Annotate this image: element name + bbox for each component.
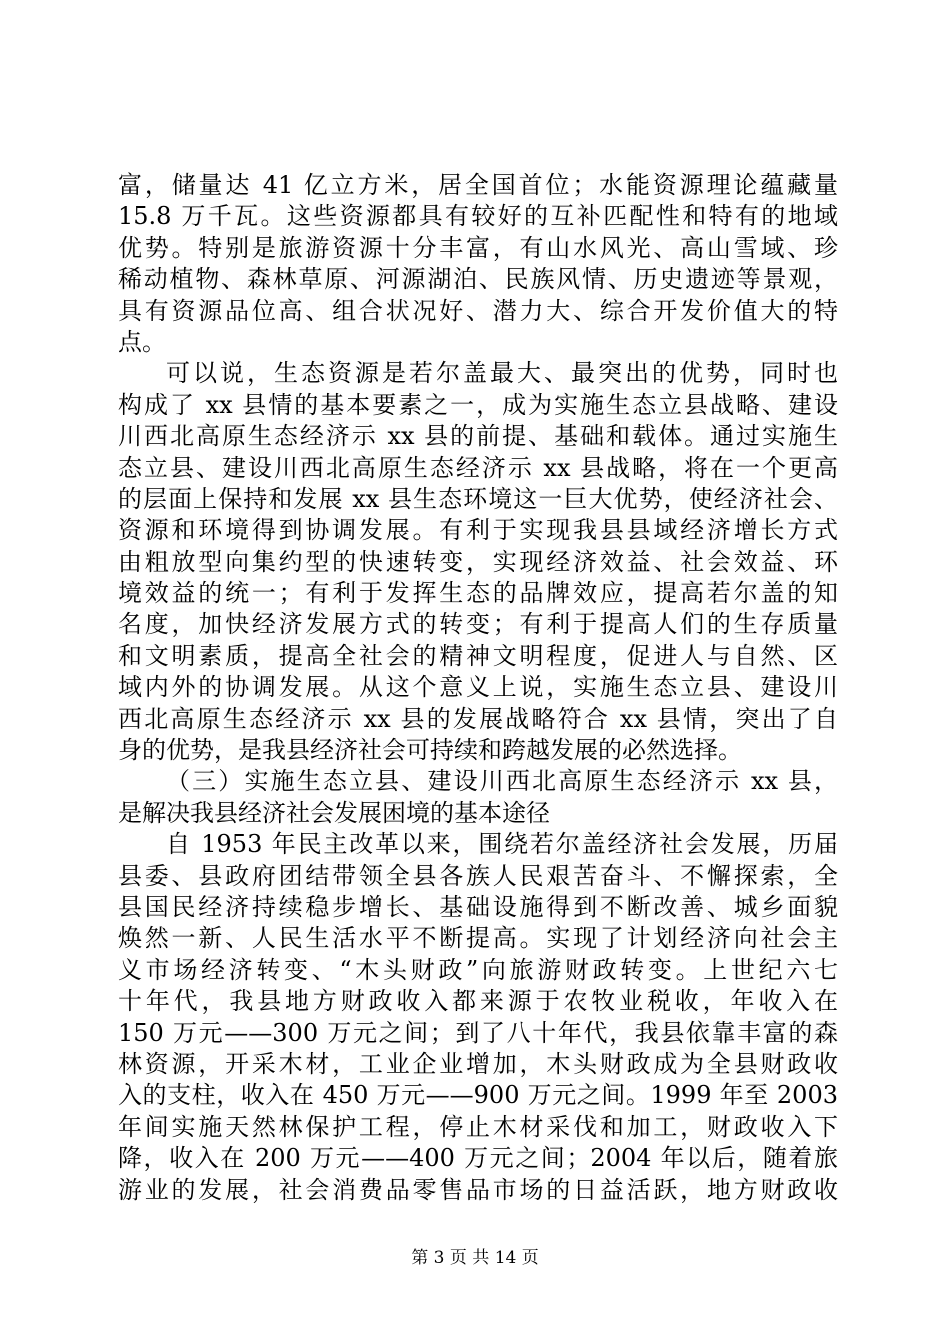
- text-line: 构成了 xx 县情的基本要素之一，成为实施生态立县战略、建设: [118, 390, 838, 419]
- text-line: 义市场经济转变、“木头财政”向旅游财政转变。上世纪六七: [118, 955, 838, 984]
- text-line: 县委、县政府团结带领全县各族人民艰苦奋斗、不懈探索，全: [118, 861, 838, 890]
- text-line: 稀动植物、森林草原、河源湖泊、民族风情、历史遗迹等景观，: [118, 265, 838, 294]
- text-line: 点。: [118, 327, 166, 356]
- text-line: 降，收入在 200 万元——400 万元之间；2004 年以后，随着旅: [118, 1144, 838, 1173]
- page-footer: 第 3 页 共 14 页: [411, 1248, 539, 1268]
- text-line: 西北高原生态经济示 xx 县的发展战略符合 xx 县情，突出了自: [118, 704, 838, 733]
- text-line: 资源和环境得到协调发展。有利于实现我县县域经济增长方式: [118, 516, 838, 545]
- text-line: 和文明素质，提高全社会的精神文明程度，促进人与自然、区: [118, 641, 838, 670]
- section-heading: 是解决我县经济社会发展困境的基本途径: [118, 798, 550, 827]
- document-body: [118, 170, 838, 1206]
- text-line: 十年代，我县地方财政收入都来源于农牧业税收，年收入在: [118, 987, 838, 1016]
- text-line: 身的优势，是我县经济社会可持续和跨越发展的必然选择。: [118, 736, 742, 765]
- text-line: 名度，加快经济发展方式的转变；有利于提高人们的生存质量: [118, 610, 838, 639]
- text-line: 具有资源品位高、组合状况好、潜力大、综合开发价值大的特: [118, 296, 838, 325]
- text-line: 林资源，开采木材，工业企业增加，木头财政成为全县财政收: [118, 1049, 838, 1078]
- section-heading: （三）实施生态立县、建设川西北高原生态经济示 xx 县，: [166, 767, 838, 796]
- text-line: 县国民经济持续稳步增长、基础设施得到不断改善、城乡面貌: [118, 892, 838, 921]
- paragraph-start: 可以说，生态资源是若尔盖最大、最突出的优势，同时也: [166, 359, 838, 388]
- text-line: 游业的发展，社会消费品零售品市场的日益活跃，地方财政收: [118, 1175, 838, 1204]
- text-line: 境效益的统一；有利于发挥生态的品牌效应，提高若尔盖的知: [118, 579, 838, 608]
- text-line: 优势。特别是旅游资源十分丰富，有山水风光、高山雪域、珍: [118, 233, 838, 262]
- text-line: 年间实施天然林保护工程，停止木材采伐和加工，财政收入下: [118, 1112, 838, 1141]
- paragraph-start: 自 1953 年民主改革以来，围绕若尔盖经济社会发展，历届: [166, 830, 838, 859]
- text-line: 川西北高原生态经济示 xx 县的前提、基础和载体。通过实施生: [118, 422, 838, 451]
- text-line: 焕然一新、人民生活水平不断提高。实现了计划经济向社会主: [118, 924, 838, 953]
- text-line: 态立县、建设川西北高原生态经济示 xx 县战略，将在一个更高: [118, 453, 838, 482]
- text-line: 富，储量达 41 亿立方米，居全国首位；水能资源理论蕴藏量: [118, 171, 838, 199]
- text-line: 由粗放型向集约型的快速转变，实现经济效益、社会效益、环: [118, 547, 838, 576]
- text-line: 的层面上保持和发展 xx 县生态环境这一巨大优势，使经济社会、: [118, 484, 838, 513]
- text-line: 域内外的协调发展。从这个意义上说，实施生态立县、建设川: [118, 673, 838, 702]
- text-line: 入的支柱，收入在 450 万元——900 万元之间。1999 年至 2003: [118, 1081, 838, 1110]
- text-line: 15.8 万千瓦。这些资源都具有较好的互补匹配性和特有的地域: [118, 202, 838, 231]
- text-line: 150 万元——300 万元之间；到了八十年代，我县依靠丰富的森: [118, 1018, 838, 1047]
